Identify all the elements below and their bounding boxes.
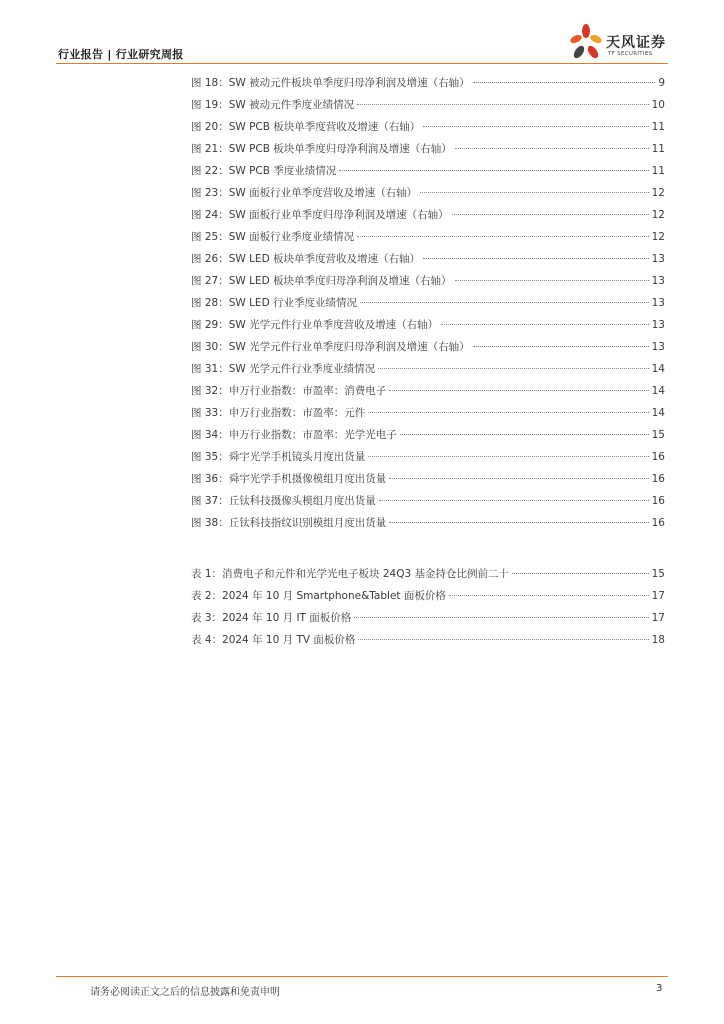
header-divider [56, 63, 668, 64]
toc-entry[interactable]: 图 37：丘钛科技摄像头模组月度出货量 16 [191, 495, 665, 507]
toc-entry[interactable]: 图 22：SW PCB 季度业绩情况 11 [191, 165, 665, 177]
toc-entry[interactable]: 图 34：申万行业指数：市盈率：光学光电子 15 [191, 429, 665, 441]
logo-english-name: TF SECURITIES [608, 51, 653, 57]
toc-entry[interactable]: 图 33：申万行业指数：市盈率：元件 14 [191, 407, 665, 419]
toc-entry[interactable]: 表 1：消费电子和元件和光学光电子板块 24Q3 基金持仓比例前二十 15 [191, 568, 665, 580]
toc-entry[interactable]: 图 31：SW 光学元件行业季度业绩情况 14 [191, 363, 665, 375]
toc-entry[interactable]: 图 23：SW 面板行业单季度营收及增速（右轴） 12 [191, 187, 665, 199]
toc-entry[interactable]: 图 24：SW 面板行业单季度归母净利润及增速（右轴） 12 [191, 209, 665, 221]
toc-entry[interactable]: 表 2：2024 年 10 月 Smartphone&Tablet 面板价格 17 [191, 590, 665, 602]
toc-entry[interactable]: 图 20：SW PCB 板块单季度营收及增速（右轴） 11 [191, 121, 665, 133]
toc-entry[interactable]: 图 28：SW LED 行业季度业绩情况 13 [191, 297, 665, 309]
toc-entry[interactable]: 表 3：2024 年 10 月 IT 面板价格 17 [191, 612, 665, 624]
toc-entry[interactable]: 图 19：SW 被动元件季度业绩情况 10 [191, 99, 665, 111]
footer-disclaimer: 请务必阅读正文之后的信息披露和免责申明 [90, 987, 280, 998]
toc-entry[interactable]: 图 35：舜宇光学手机镜头月度出货量 16 [191, 451, 665, 463]
page-number: 3 [656, 983, 663, 994]
logo-chinese-name: 天风证券 [606, 35, 666, 51]
toc-entry[interactable]: 图 36：舜宇光学手机摄像模组月度出货量 16 [191, 473, 665, 485]
toc-entry[interactable]: 图 30：SW 光学元件行业单季度归母净利润及增速（右轴） 13 [191, 341, 665, 353]
toc-entry[interactable]: 图 25：SW 面板行业季度业绩情况 12 [191, 231, 665, 243]
company-logo [568, 22, 678, 62]
toc-entry[interactable]: 图 21：SW PCB 板块单季度归母净利润及增速（右轴） 11 [191, 143, 665, 155]
toc-entry[interactable]: 图 29：SW 光学元件行业单季度营收及增速（右轴） 13 [191, 319, 665, 331]
toc-entry[interactable]: 图 27：SW LED 板块单季度归母净利润及增速（右轴） 13 [191, 275, 665, 287]
toc-entry[interactable]: 图 32：申万行业指数：市盈率：消费电子 14 [191, 385, 665, 397]
toc-entry[interactable]: 表 4：2024 年 10 月 TV 面板价格 18 [191, 634, 665, 646]
toc-entry[interactable]: 图 38：丘钛科技指纹识别模组月度出货量 16 [191, 517, 665, 529]
toc-entry[interactable]: 图 26：SW LED 板块单季度营收及增速（右轴） 13 [191, 253, 665, 265]
footer-divider [56, 976, 668, 977]
report-type-header: 行业报告 | 行业研究周报 [58, 48, 184, 61]
flower-logo-icon [568, 22, 604, 62]
toc-entry[interactable]: 图 18：SW 被动元件板块单季度归母净利润及增速（右轴） 9 [191, 77, 665, 89]
